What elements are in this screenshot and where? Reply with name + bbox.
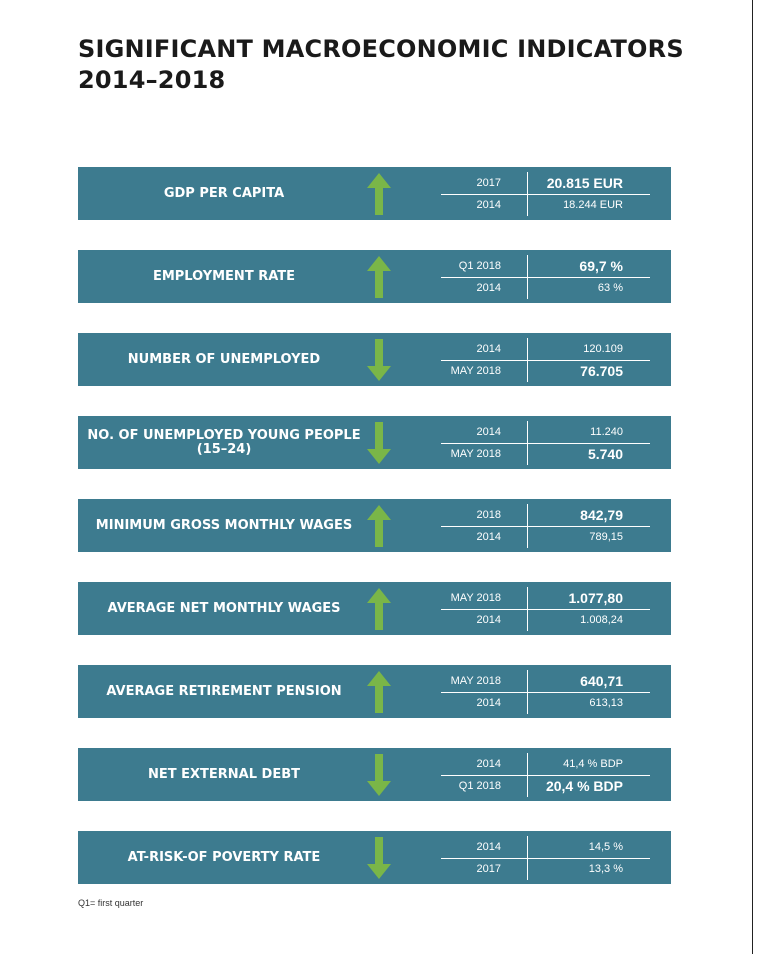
indicator-value: 41,4 % BDP — [563, 758, 623, 770]
period-label: 2014 — [476, 531, 501, 543]
indicator-value-row — [441, 421, 650, 444]
indicator-value-row — [441, 360, 650, 382]
page-title-line2: 2014–2018 — [78, 66, 226, 94]
period-label: 2014 — [476, 697, 501, 709]
indicator-value: 69,7 % — [579, 258, 623, 274]
page-title — [78, 34, 698, 96]
indicator-value-row — [441, 692, 650, 714]
period-label: MAY 2018 — [450, 448, 501, 460]
indicator-row — [78, 333, 671, 386]
period-label: MAY 2018 — [450, 675, 501, 687]
period-label: MAY 2018 — [450, 592, 501, 604]
indicator-label: EMPLOYMENT RATE — [152, 268, 296, 284]
indicator-value-row — [441, 443, 650, 465]
indicator-value-row — [441, 670, 650, 693]
arrow-down-icon — [367, 754, 391, 796]
footnote: Q1= first quarter — [78, 898, 144, 908]
indicator-row — [78, 748, 671, 801]
indicator-row — [78, 665, 671, 718]
indicator-value: 613,13 — [589, 697, 623, 709]
arrow-up-icon — [367, 671, 391, 713]
period-label: 2014 — [476, 282, 501, 294]
indicator-value-row — [441, 775, 650, 797]
indicator-value-row — [441, 609, 650, 631]
page-edge-rule — [752, 0, 757, 954]
indicator-label: GDP PER CAPITA — [163, 185, 285, 201]
arrow-down-icon — [367, 837, 391, 879]
indicator-value: 11.240 — [590, 426, 623, 438]
arrow-up-icon — [367, 588, 391, 630]
indicator-value: 20.815 EUR — [546, 175, 623, 191]
page-title-line1: SIGNIFICANT MACROECONOMIC INDICATORS — [78, 35, 684, 63]
arrow-up-icon — [367, 256, 391, 298]
period-label: 2017 — [476, 177, 501, 189]
indicator-label: AT-RISK-OF POVERTY RATE — [127, 849, 321, 865]
indicator-row — [78, 499, 671, 552]
period-label: 2014 — [476, 614, 501, 626]
indicator-value-row — [441, 587, 650, 610]
arrow-down-icon — [367, 422, 391, 464]
period-label: MAY 2018 — [450, 365, 501, 377]
period-label: 2014 — [476, 758, 501, 770]
indicator-row — [78, 831, 671, 884]
period-label: 2014 — [476, 426, 501, 438]
indicator-row — [78, 250, 671, 303]
indicator-value: 1.008,24 — [580, 614, 623, 626]
arrow-down-icon — [367, 339, 391, 381]
indicator-value: 76.705 — [580, 363, 623, 379]
indicator-label: AVERAGE NET MONTHLY WAGES — [107, 600, 341, 616]
indicator-value-row — [441, 753, 650, 776]
indicator-value-row — [441, 858, 650, 880]
arrow-up-icon — [367, 173, 391, 215]
period-label: 2014 — [476, 343, 501, 355]
indicator-value-row — [441, 277, 650, 299]
indicator-label: MINIMUM GROSS MONTHLY WAGES — [95, 517, 353, 533]
indicator-value: 842,79 — [580, 507, 623, 523]
indicator-value: 789,15 — [589, 531, 623, 543]
period-label: 2018 — [476, 509, 501, 521]
period-label: Q1 2018 — [458, 780, 501, 792]
indicator-list — [78, 167, 671, 914]
indicator-row — [78, 582, 671, 635]
indicator-label: AVERAGE RETIREMENT PENSION — [106, 683, 342, 699]
indicator-value: 1.077,80 — [568, 590, 623, 606]
arrow-up-icon — [367, 505, 391, 547]
indicator-value: 5.740 — [587, 446, 623, 462]
indicator-row — [78, 416, 671, 469]
indicator-value-row — [441, 194, 650, 216]
period-label: 2014 — [476, 841, 501, 853]
indicator-value: 13,3 % — [588, 863, 623, 875]
indicator-value-row — [441, 255, 650, 278]
indicator-label: NO. OF UNEMPLOYED YOUNG PEOPLE (15–24) — [87, 427, 361, 457]
indicator-value-row — [441, 338, 650, 361]
indicator-value: 20,4 % BDP — [545, 778, 623, 794]
indicator-value-row — [441, 172, 650, 195]
indicator-row — [78, 167, 671, 220]
period-label: Q1 2018 — [458, 260, 501, 272]
indicator-label: NUMBER OF UNEMPLOYED — [127, 351, 321, 367]
indicator-value: 14,5 % — [588, 841, 623, 853]
period-label: 2014 — [476, 199, 501, 211]
indicator-value: 640,71 — [580, 673, 623, 689]
indicator-value-row — [441, 526, 650, 548]
indicator-label: NET EXTERNAL DEBT — [147, 766, 300, 782]
indicator-value: 63 % — [597, 282, 623, 294]
indicator-value: 120.109 — [583, 343, 623, 355]
indicator-value-row — [441, 504, 650, 527]
indicator-value: 18.244 EUR — [563, 199, 623, 211]
period-label: 2017 — [476, 863, 501, 875]
indicator-value-row — [441, 836, 650, 859]
